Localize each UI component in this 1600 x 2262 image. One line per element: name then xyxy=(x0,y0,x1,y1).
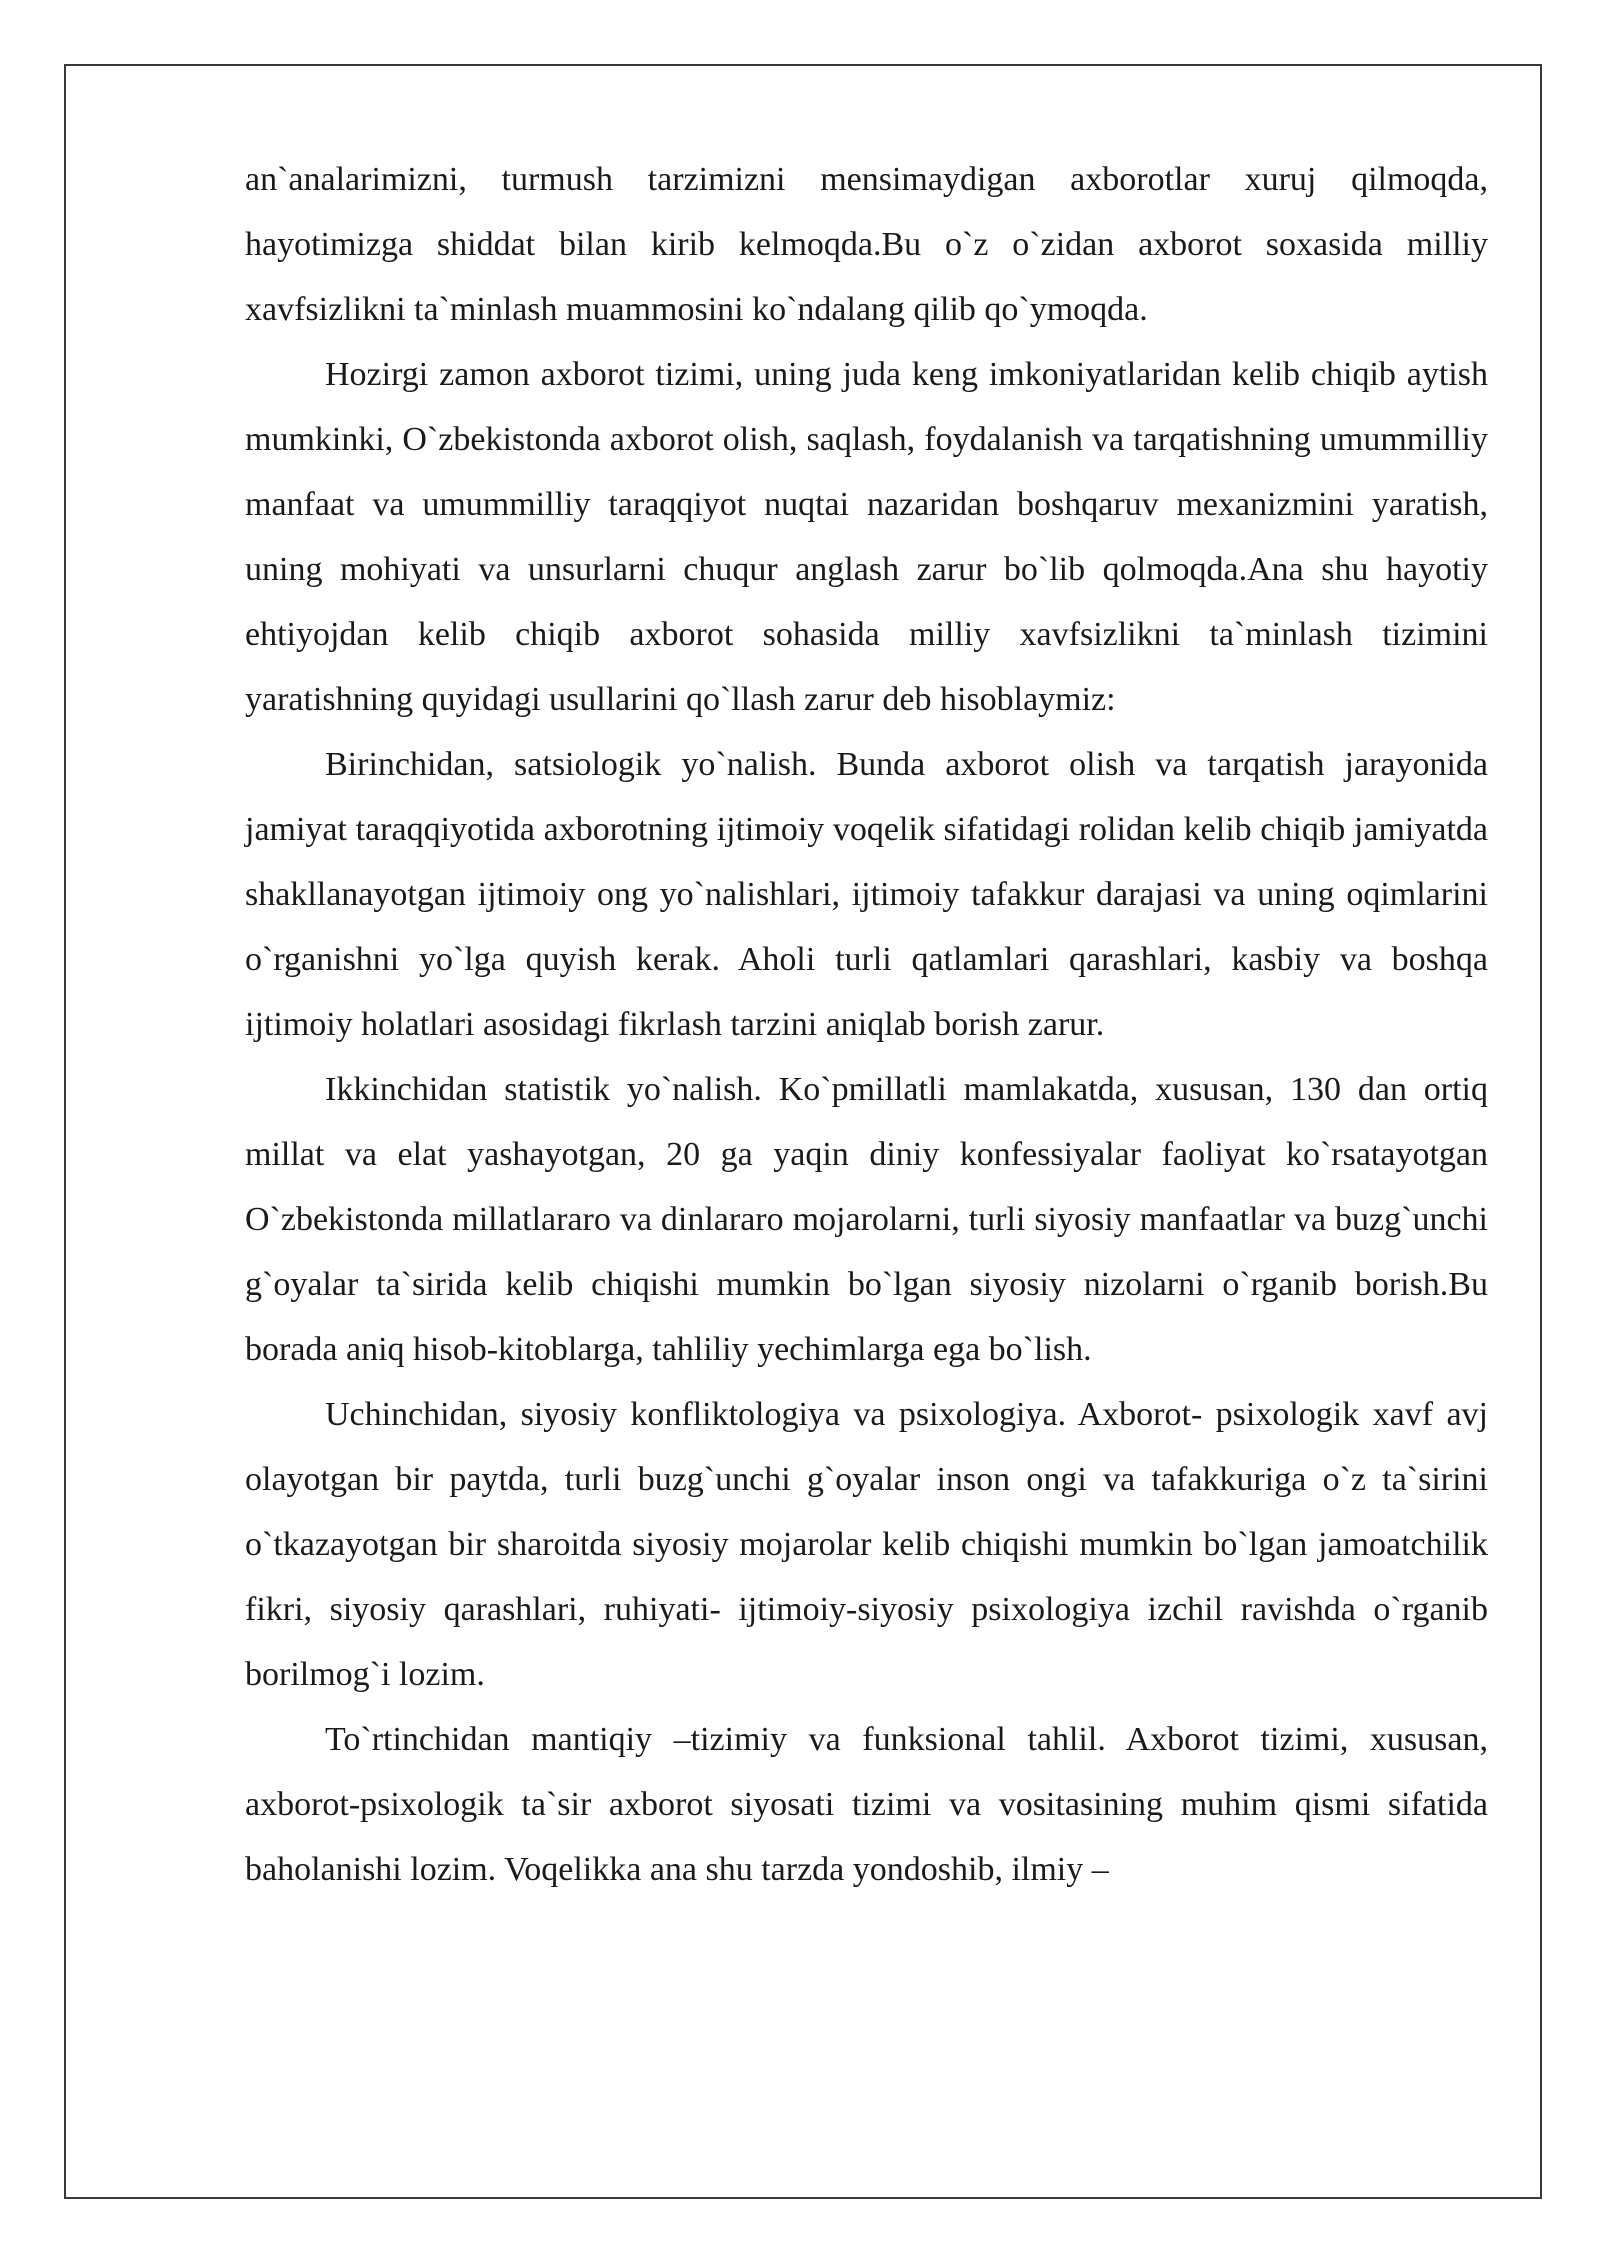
document-body xyxy=(245,147,1488,1902)
paragraph-first-sociological: Birinchidan, satsiologik yo`nalish. Bunda axborot olish va tarqatish jarayonida jamiyat taraqqiyotida axborotning ijtimoiy voqelik sifatidagi rolidan kelib chiqib jamiyatda shakllanayotgan ijtimoiy ong yo`nalishlari, ijtimoiy tafakkur darajasi va uning oqimlarini o`rganishni yo`lga quyish kerak. Aholi turli qatlamlari qarashlari, kasbiy va boshqa ijtimoiy holatlari asosidagi fikrlash tarzini aniqlab borish zarur. xyxy=(245,746,1488,1043)
paragraph-second-statistical: Ikkinchidan statistik yo`nalish. Ko`pmillatli mamlakatda, xususan, 130 dan ortiq millat va elat yashayotgan, 20 ga yaqin diniy konfessiyalar faoliyat ko`rsatayotgan O`zbekistonda millatlararo va dinlararo mojarolarni, turli siyosiy manfaatlar va buzg`unchi g`oyalar ta`sirida kelib chiqishi mumkin bo`lgan siyosiy nizolarni o`rganib borish.Bu borada aniq hisob-kitoblarga, tahliliy yechimlarga ega bo`lish. xyxy=(245,1071,1488,1368)
paragraph-modern-info-system: Hozirgi zamon axborot tizimi, uning juda keng imkoniyatlaridan kelib chiqib aytish mumkinki, O`zbekistonda axborot olish, saqlash, foydalanish va tarqatishning umummilliy manfaat va umummilliy taraqqiyot nuqtai nazaridan boshqaruv mexanizmini yaratish, uning mohiyati va unsurlarni chuqur anglash zarur bo`lib qolmoqda.Ana shu hayotiy ehtiyojdan kelib chiqib axborot sohasida milliy xavfsizlikni ta`minlash tizimini yaratishning quyidagi usullarini qo`llash zarur deb hisoblaymiz: xyxy=(245,356,1488,718)
paragraph-continuation: an`analarimizni, turmush tarzimizni mensimaydigan axborotlar xuruj qilmoqda, hayotimizga shiddat bilan kirib kelmoqda.Bu o`z o`zidan axborot soxasida milliy xavfsizlikni ta`minlash muammosini ko`ndalang qilib qo`ymoqda. xyxy=(245,161,1488,328)
paragraph-third-conflictology: Uchinchidan, siyosiy konfliktologiya va psixologiya. Axborot- psixologik xavf avj olayotgan bir paytda, turli buzg`unchi g`oyalar inson ongi va tafakkuriga o`z ta`sirini o`tkazayotgan bir sharoitda siyosiy mojarolar kelib chiqishi mumkin bo`lgan jamoatchilik fikri, siyosiy qarashlari, ruhiyati- ijtimoiy-siyosiy psixologiya izchil ravishda o`rganib borilmog`i lozim. xyxy=(245,1396,1488,1693)
paragraph-fourth-systemic: To`rtinchidan mantiqiy –tizimiy va funksional tahlil. Axborot tizimi, xususan, axborot-psixologik ta`sir axborot siyosati tizimi va vositasining muhim qismi sifatida baholanishi lozim. Voqelikka ana shu tarzda yondoshib, ilmiy – xyxy=(245,1721,1488,1888)
